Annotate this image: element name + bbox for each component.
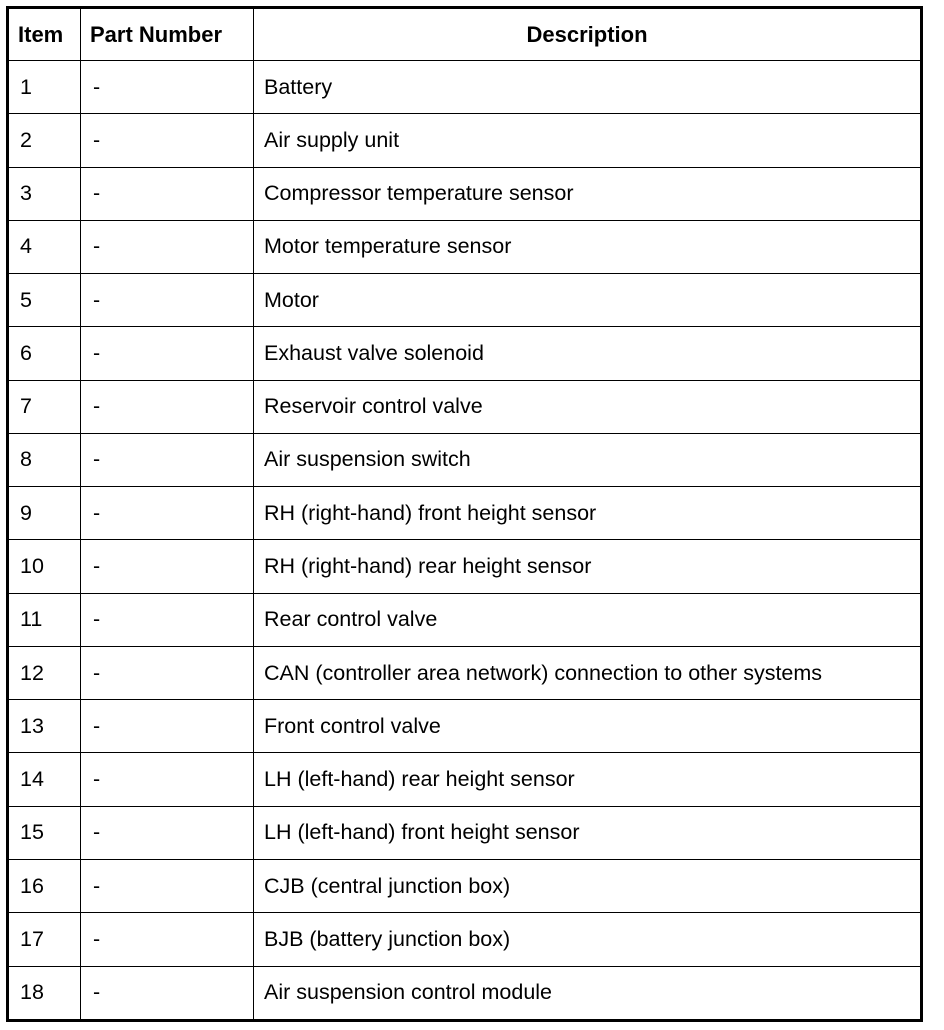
part-number-cell: - bbox=[81, 593, 254, 646]
description-cell: RH (right-hand) rear height sensor bbox=[254, 540, 922, 593]
item-cell: 4 bbox=[8, 220, 81, 273]
item-cell: 13 bbox=[8, 700, 81, 753]
part-number-cell: - bbox=[81, 487, 254, 540]
part-number-cell: - bbox=[81, 700, 254, 753]
table-row bbox=[8, 913, 922, 966]
item-cell: 15 bbox=[8, 806, 81, 859]
table-body bbox=[8, 61, 922, 1021]
part-number-cell: - bbox=[81, 806, 254, 859]
table-row bbox=[8, 433, 922, 486]
part-number-cell: - bbox=[81, 327, 254, 380]
table-row bbox=[8, 380, 922, 433]
description-cell: BJB (battery junction box) bbox=[254, 913, 922, 966]
item-cell: 2 bbox=[8, 114, 81, 167]
item-cell: 5 bbox=[8, 274, 81, 327]
header-part-number: Part Number bbox=[81, 8, 254, 61]
part-number-cell: - bbox=[81, 966, 254, 1020]
part-number-cell: - bbox=[81, 540, 254, 593]
table-row bbox=[8, 700, 922, 753]
table-row bbox=[8, 327, 922, 380]
part-number-cell: - bbox=[81, 220, 254, 273]
parts-table bbox=[6, 6, 923, 1022]
table-row bbox=[8, 61, 922, 114]
table-row bbox=[8, 274, 922, 327]
table-row bbox=[8, 966, 922, 1020]
part-number-cell: - bbox=[81, 61, 254, 114]
part-number-cell: - bbox=[81, 646, 254, 699]
table-row bbox=[8, 646, 922, 699]
table-row bbox=[8, 593, 922, 646]
description-cell: Air suspension switch bbox=[254, 433, 922, 486]
description-cell: LH (left-hand) rear height sensor bbox=[254, 753, 922, 806]
description-cell: Battery bbox=[254, 61, 922, 114]
item-cell: 9 bbox=[8, 487, 81, 540]
table-row bbox=[8, 167, 922, 220]
header-row bbox=[8, 8, 922, 61]
item-cell: 7 bbox=[8, 380, 81, 433]
part-number-cell: - bbox=[81, 859, 254, 912]
item-cell: 17 bbox=[8, 913, 81, 966]
description-cell: Exhaust valve solenoid bbox=[254, 327, 922, 380]
description-cell: Motor bbox=[254, 274, 922, 327]
description-cell: Air supply unit bbox=[254, 114, 922, 167]
table-row bbox=[8, 806, 922, 859]
description-cell: CJB (central junction box) bbox=[254, 859, 922, 912]
description-cell: LH (left-hand) front height sensor bbox=[254, 806, 922, 859]
description-cell: RH (right-hand) front height sensor bbox=[254, 487, 922, 540]
header-item: Item bbox=[8, 8, 81, 61]
table-row bbox=[8, 487, 922, 540]
description-cell: Air suspension control module bbox=[254, 966, 922, 1020]
part-number-cell: - bbox=[81, 380, 254, 433]
item-cell: 10 bbox=[8, 540, 81, 593]
description-cell: Front control valve bbox=[254, 700, 922, 753]
item-cell: 12 bbox=[8, 646, 81, 699]
item-cell: 11 bbox=[8, 593, 81, 646]
description-cell: Motor temperature sensor bbox=[254, 220, 922, 273]
part-number-cell: - bbox=[81, 433, 254, 486]
table-row bbox=[8, 540, 922, 593]
item-cell: 1 bbox=[8, 61, 81, 114]
table-row bbox=[8, 859, 922, 912]
part-number-cell: - bbox=[81, 274, 254, 327]
table-header bbox=[8, 8, 922, 61]
item-cell: 3 bbox=[8, 167, 81, 220]
part-number-cell: - bbox=[81, 114, 254, 167]
description-cell: Reservoir control valve bbox=[254, 380, 922, 433]
description-cell: Compressor temperature sensor bbox=[254, 167, 922, 220]
description-cell: Rear control valve bbox=[254, 593, 922, 646]
item-cell: 8 bbox=[8, 433, 81, 486]
item-cell: 14 bbox=[8, 753, 81, 806]
part-number-cell: - bbox=[81, 753, 254, 806]
part-number-cell: - bbox=[81, 913, 254, 966]
table-row bbox=[8, 114, 922, 167]
description-cell: CAN (controller area network) connection to other systems bbox=[254, 646, 922, 699]
item-cell: 18 bbox=[8, 966, 81, 1020]
table-row bbox=[8, 753, 922, 806]
header-description: Description bbox=[254, 8, 922, 61]
item-cell: 6 bbox=[8, 327, 81, 380]
part-number-cell: - bbox=[81, 167, 254, 220]
item-cell: 16 bbox=[8, 859, 81, 912]
table-row bbox=[8, 220, 922, 273]
